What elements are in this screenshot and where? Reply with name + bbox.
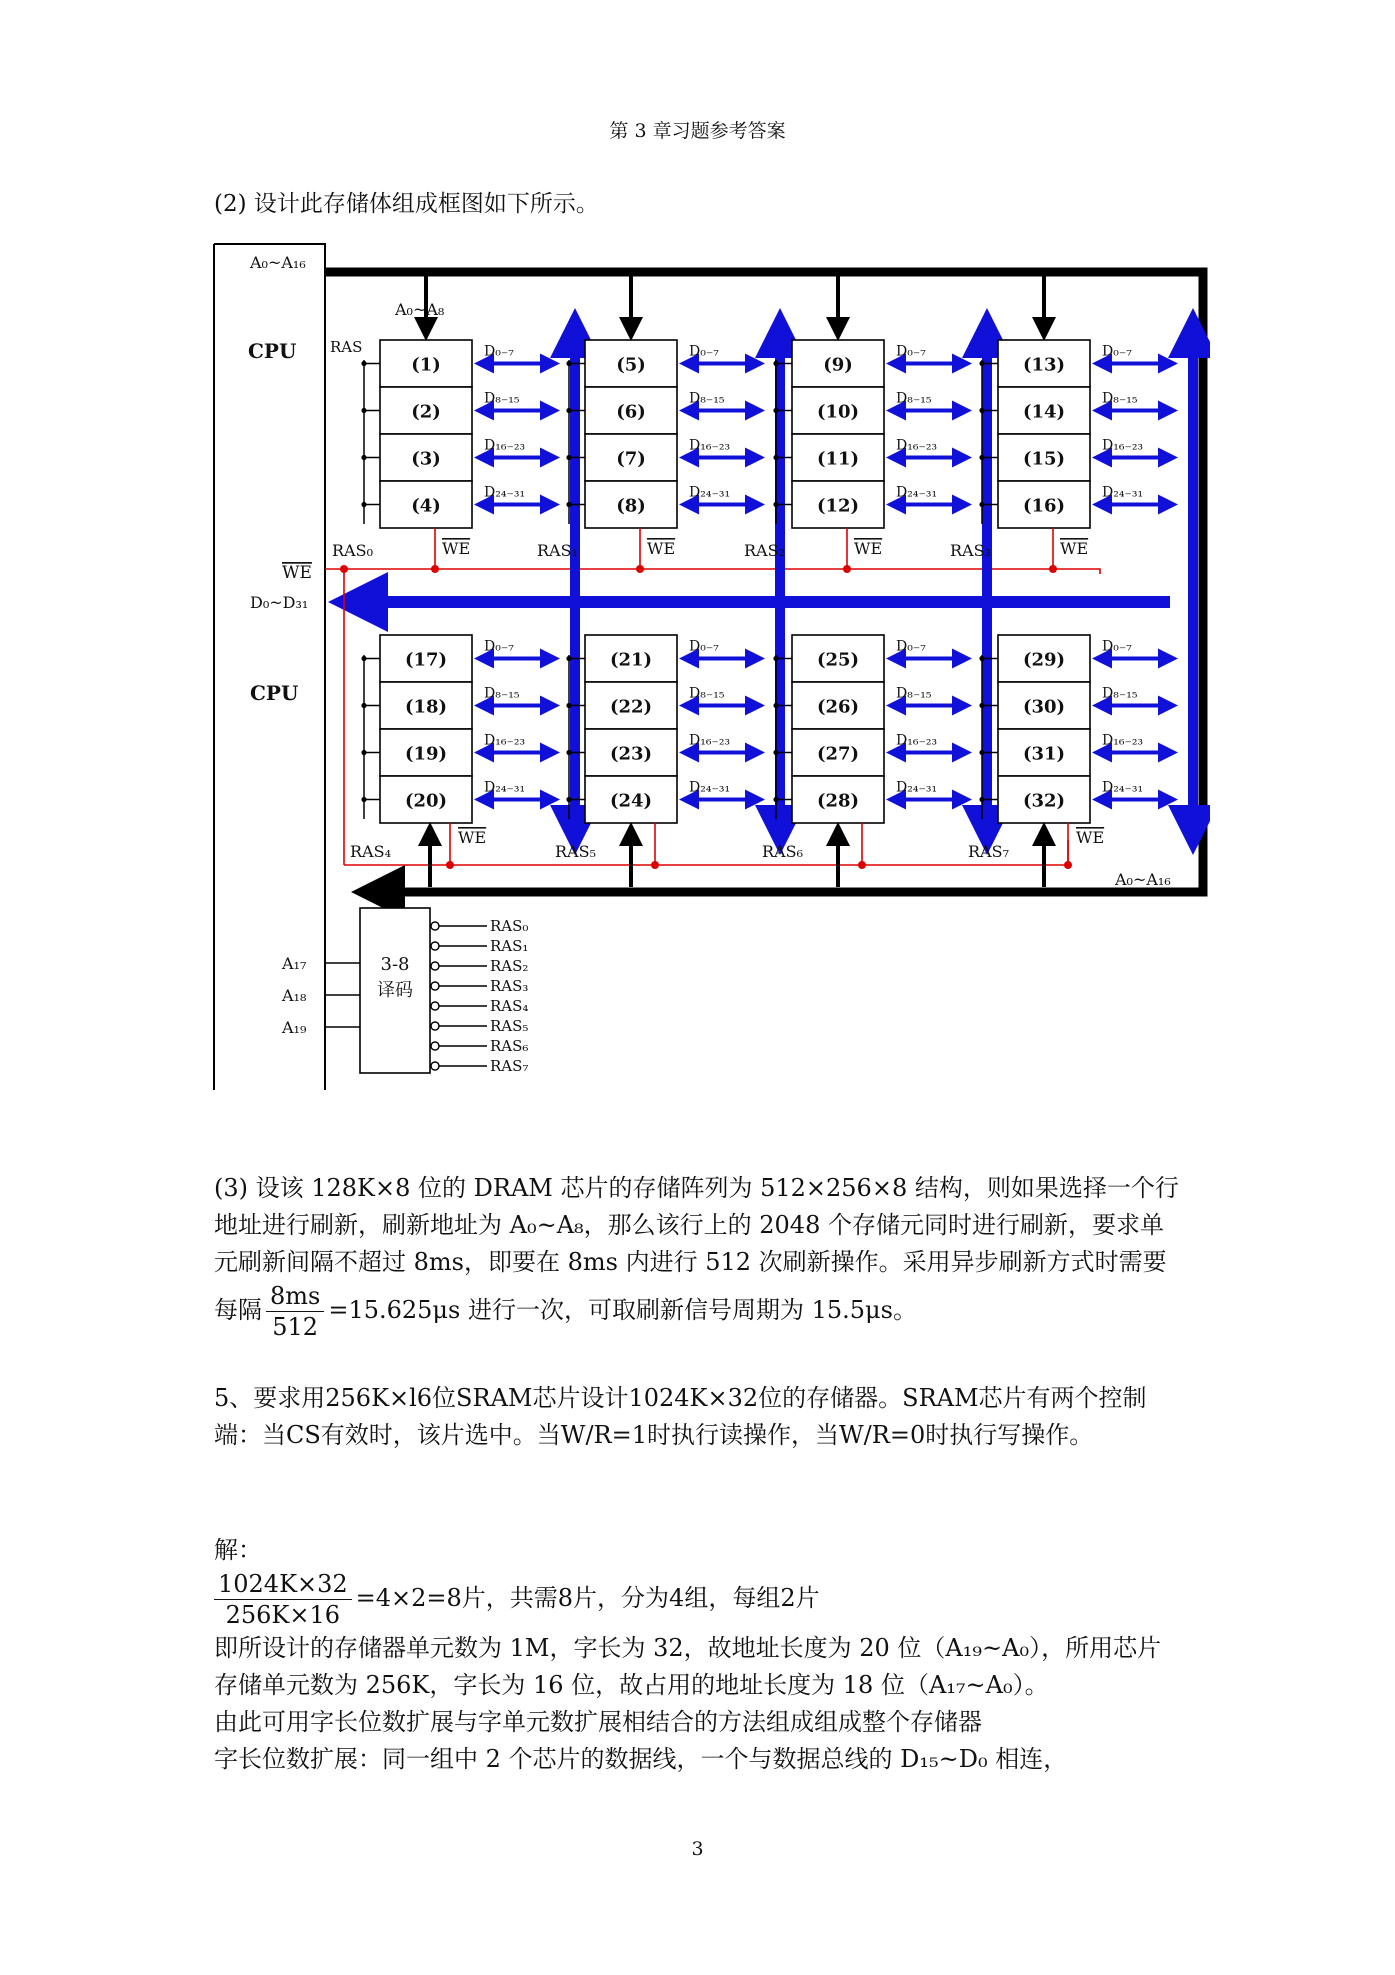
ras-signal-label: RAS₆ (762, 842, 803, 861)
cpu-address-label: A₀~A₁₆ (250, 253, 306, 272)
byte-lane-label: D₂₄₋₃₁ (689, 779, 731, 796)
decoder-output-label: RAS₆ (490, 1037, 529, 1055)
we-chip-label: WE (647, 539, 676, 558)
ras-signal-label: RAS₄ (350, 842, 391, 861)
solution-line-2: 由此可用字长位数扩展与字单元数扩展相结合的方法组成组成整个存储器 (214, 1708, 982, 1736)
byte-lane-label: D₁₆₋₂₃ (1102, 732, 1144, 749)
chip-label: (5) (616, 354, 646, 376)
address-bus-label: A₀~A₁₆ (1115, 870, 1171, 889)
byte-lane-label: D₈₋₁₅ (896, 685, 932, 702)
decoder-output-label: RAS₁ (490, 937, 529, 955)
chip-label: (12) (816, 495, 860, 517)
chip-label: (3) (411, 448, 441, 470)
chip-label: (4) (411, 495, 441, 517)
decoder-label: 3-8 (380, 954, 410, 975)
ras-signal-label: RAS₃ (950, 541, 991, 560)
chip-count-fraction: $\frac{1024K\times 32}{256K\times 16}$ (214, 1569, 352, 1630)
we-label-cpu: WE (282, 563, 312, 583)
byte-lane-label: D₀₋₇ (689, 343, 719, 360)
byte-lane-label: D₂₄₋₃₁ (689, 484, 731, 501)
chip-count-result: =4×2=8片，共需8片，分为4组，每组2片 (355, 1584, 820, 1612)
refresh-fraction: $\frac{8ms}{512}$ (266, 1281, 324, 1342)
chip-label: (26) (816, 696, 860, 718)
chip-label: (10) (816, 401, 860, 423)
byte-lane-label: D₈₋₁₅ (484, 390, 520, 407)
decoder-output-label: RAS₄ (490, 997, 529, 1015)
ras-signal-label: RAS₅ (555, 842, 596, 861)
byte-lane-label: D₀₋₇ (484, 343, 514, 360)
byte-lane-label: D₀₋₇ (896, 638, 926, 655)
chip-label: (2) (411, 401, 441, 423)
byte-lane-label: D₂₄₋₃₁ (896, 779, 938, 796)
byte-lane-label: D₁₆₋₂₃ (484, 732, 526, 749)
decoder-output-label: RAS₇ (490, 1057, 529, 1075)
byte-lane-label: D₂₄₋₃₁ (1102, 484, 1144, 501)
page-header: 第 3 章习题参考答案 (609, 120, 786, 142)
chip-label: (11) (816, 448, 860, 470)
byte-lane-label: D₀₋₇ (689, 638, 719, 655)
ras-signal-label: RAS₀ (332, 541, 373, 560)
chip-label: (23) (609, 743, 653, 765)
byte-lane-label: D₂₄₋₃₁ (484, 779, 526, 796)
chip-label: (18) (404, 696, 448, 718)
chip-label: (19) (404, 743, 448, 765)
byte-lane-label: D₀₋₇ (484, 638, 514, 655)
chip-label: (28) (816, 790, 860, 812)
byte-lane-label: D₁₆₋₂₃ (1102, 437, 1144, 454)
byte-lane-label: D₈₋₁₅ (689, 685, 725, 702)
decoder-output-label: RAS₃ (490, 977, 529, 995)
decoder-input-label: A₁₈ (282, 986, 307, 1005)
ras-signal-label: RAS₂ (744, 541, 785, 560)
chip-label: (15) (1022, 448, 1066, 470)
chip-label: (7) (616, 448, 646, 470)
row-address-label: A₀~A₈ (395, 300, 445, 319)
chip-label: (9) (823, 354, 853, 376)
chip-label: (27) (816, 743, 860, 765)
we-chip-label: WE (1076, 828, 1105, 847)
chip-label: (24) (609, 790, 653, 812)
chip-label: (31) (1022, 743, 1066, 765)
decoder-output-label: RAS₅ (490, 1017, 529, 1035)
decoder-output-label: RAS₂ (490, 957, 529, 975)
byte-lane-label: D₂₄₋₃₁ (1102, 779, 1144, 796)
ras-label: RAS (330, 338, 363, 356)
byte-lane-label: D₈₋₁₅ (1102, 390, 1138, 407)
we-chip-label: WE (1060, 539, 1089, 558)
byte-lane-label: D₈₋₁₅ (689, 390, 725, 407)
cpu-label-bottom: CPU (250, 681, 299, 705)
we-chip-label: WE (442, 539, 471, 558)
byte-lane-label: D₁₆₋₂₃ (689, 437, 731, 454)
data-bus-label: D₀~D₃₁ (250, 593, 309, 612)
cpu-boundary (214, 244, 325, 1090)
chip-label: (16) (1022, 495, 1066, 517)
byte-lane-label: D₈₋₁₅ (1102, 685, 1138, 702)
byte-lane-label: D₂₄₋₃₁ (484, 484, 526, 501)
solution-line-1: 即所设计的存储器单元数为 1M，字长为 32，故地址长度为 20 位（A₁₉~A₀），所用芯片存储单元数为 256K，字长为 16 位，故占用的地址长度为 18 位（A₁₇~A₀）。 (214, 1634, 1162, 1699)
byte-lane-label: D₂₄₋₃₁ (896, 484, 938, 501)
chip-label: (14) (1022, 401, 1066, 423)
chip-label: (30) (1022, 696, 1066, 718)
we-chip-label: WE (458, 828, 487, 847)
decoder-input-label: A₁₉ (282, 1018, 307, 1037)
byte-lane-label: D₀₋₇ (896, 343, 926, 360)
chip-group (566, 602, 780, 887)
solution (214, 1532, 1184, 1778)
page-number: 3 (691, 1838, 704, 1860)
byte-lane-label: D₀₋₇ (1102, 343, 1132, 360)
section-3-result: =15.625μs 进行一次，可取刷新信号周期为 15.5μs。 (328, 1296, 917, 1324)
chip-label: (20) (404, 790, 448, 812)
byte-lane-label: D₈₋₁₅ (484, 685, 520, 702)
byte-lane-label: D₁₆₋₂₃ (896, 437, 938, 454)
we-chip-label: WE (854, 539, 883, 558)
byte-lane-label: D₁₆₋₂₃ (896, 732, 938, 749)
chip-label: (22) (609, 696, 653, 718)
decoder-input-label: A₁₇ (282, 954, 307, 973)
chip-label: (6) (616, 401, 646, 423)
byte-lane-label: D₁₆₋₂₃ (484, 437, 526, 454)
decoder-label: 译码 (377, 980, 413, 1001)
chip-label: (17) (404, 649, 448, 671)
byte-lane-label: D₁₆₋₂₃ (689, 732, 731, 749)
cpu-label-top: CPU (248, 339, 297, 363)
chip-label: (13) (1022, 354, 1066, 376)
ras-signal-label: RAS₁ (537, 541, 578, 560)
chip-label: (25) (816, 649, 860, 671)
byte-lane-label: D₀₋₇ (1102, 638, 1132, 655)
chip-label: (32) (1022, 790, 1066, 812)
byte-lane-label: D₈₋₁₅ (896, 390, 932, 407)
chip-group (773, 602, 987, 887)
memory-organization-diagram (210, 240, 1210, 1100)
solution-label: 解： (214, 1536, 262, 1564)
section-3-text: (3) 设该 128K×8 位的 DRAM 芯片的存储阵列为 512×256×8 结构，则如果选择一个行地址进行刷新，刷新地址为 A₀~A₈，那么该行上的 2048 个存储元同时进行刷新，要求单元刷新间隔不超过 8ms，即要在 8ms 内进行 512 次刷新操作。采用异步刷新方式时需要每隔 (214, 1174, 1179, 1324)
chip-label: (8) (616, 495, 646, 517)
chip-label: (1) (411, 354, 441, 376)
decoder-output-label: RAS₀ (490, 917, 529, 935)
chip-label: (21) (609, 649, 653, 671)
question-5: 5、要求用256K×l6位SRAM芯片设计1024K×32位的存储器。SRAM芯片有两个控制端：当CS有效时，该片选中。当W/R=1时执行读操作，当W/R=0时执行写操作。 (214, 1384, 1147, 1449)
solution-line-3: 字长位数扩展：同一组中 2 个芯片的数据线，一个与数据总线的 D₁₅~D₀ 相连， (214, 1745, 1068, 1773)
ras-signal-label: RAS₇ (968, 842, 1009, 861)
section-heading: (2) 设计此存储体组成框图如下所示。 (214, 191, 599, 217)
chip-label: (29) (1022, 649, 1066, 671)
section-3-paragraph (214, 1170, 1184, 1342)
